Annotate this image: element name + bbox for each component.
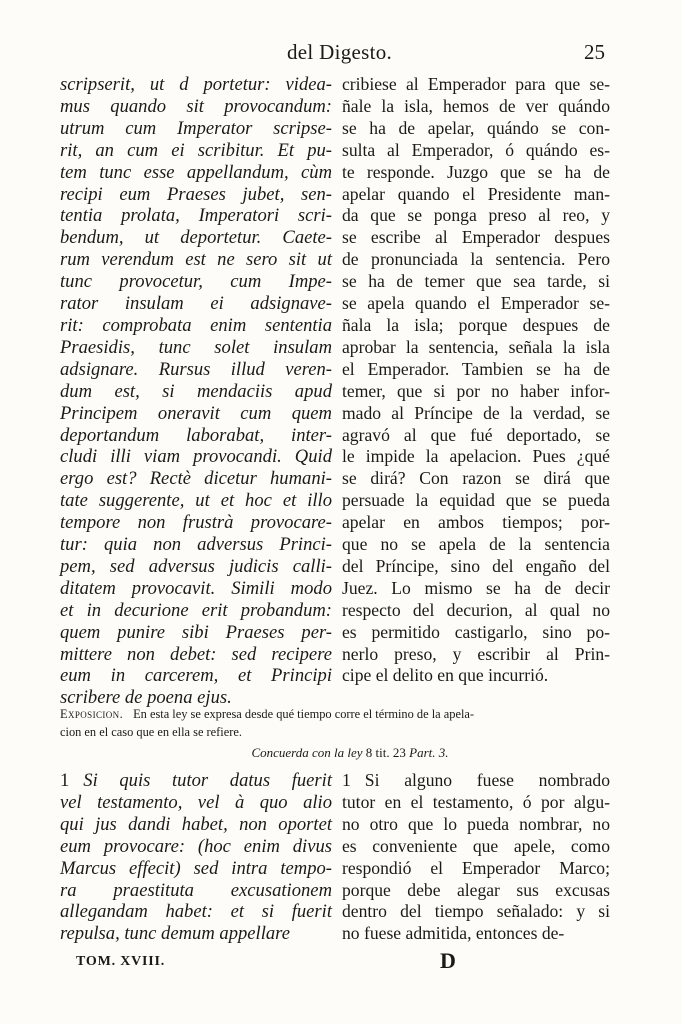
latin-column-bottom bbox=[60, 770, 332, 945]
text-line: vel testamento, vel à quo alio bbox=[60, 791, 332, 813]
text-line: Marcus effecit) sed intra tempo- bbox=[60, 857, 332, 879]
text-line: respondió el Emperador Marco; bbox=[342, 857, 610, 878]
text-line: se apela quando el Emperador se- bbox=[342, 293, 610, 314]
text-line: persuade la equidad que se pueda bbox=[342, 490, 610, 511]
exposicion-note bbox=[60, 705, 608, 741]
text-line: ergo est? Rectè dicetur humani- bbox=[60, 468, 332, 490]
text-line: allegandam habet: et si fuerit bbox=[60, 901, 332, 923]
text-line: temer, que si por no haber infor- bbox=[342, 380, 610, 401]
text-line: apelar quando el Presidente man- bbox=[342, 183, 610, 204]
concordance-ref: 8 tit. 23 bbox=[365, 745, 406, 760]
text-line: adsignare. Rursus illud veren- bbox=[60, 358, 332, 380]
text-line: cludi illi viam provocandi. Quid bbox=[60, 446, 332, 468]
text-line: tur: quia non adversus Princi- bbox=[60, 534, 332, 556]
text-line: porque debe alegar sus excusas bbox=[342, 879, 610, 900]
running-title: del Digesto. bbox=[287, 40, 393, 64]
spanish-column-top bbox=[342, 74, 610, 687]
text-line: de pronunciada la sentencia. Pero bbox=[342, 249, 610, 270]
text-line: utrum cum Imperator scripse- bbox=[60, 117, 332, 139]
text-line: te responde. Juzgo que se ha de bbox=[342, 161, 610, 182]
text-line: da que se ponga preso al reo, y bbox=[342, 205, 610, 226]
paragraph-number: 1 bbox=[342, 770, 351, 790]
text-line: no fuese admitida, entonces de- bbox=[342, 923, 565, 944]
text-line: deportandum laborabat, inter- bbox=[60, 424, 332, 446]
page-footer bbox=[0, 950, 682, 980]
text-line: se ha de apelar, quándo se con- bbox=[342, 117, 610, 138]
text-line: cipe el delito en que incurrió. bbox=[342, 665, 549, 686]
text-line: es conveniente que apele, como bbox=[342, 835, 610, 856]
text-line: tunc provocetur, cum Impe- bbox=[60, 271, 332, 293]
text-line: repulsa, tunc demum appellare bbox=[60, 923, 290, 945]
text-line: aprobar la sentencia, señala la isla bbox=[342, 336, 610, 357]
text-line: dentro del tiempo señalado: y si bbox=[342, 901, 610, 922]
text-line: scribere de poena ejus. bbox=[60, 687, 232, 709]
text-line: rit, an cum ei scribitur. Et pu- bbox=[60, 139, 332, 161]
text-line: tem tunc esse appellandum, cùm bbox=[60, 161, 332, 183]
text-line: Principem oneravit cum quem bbox=[60, 402, 332, 424]
text-line: pem, sed adversus judicis calli- bbox=[60, 555, 332, 577]
text-line: recipi eum Praeses jubet, sen- bbox=[60, 183, 332, 205]
text-line: le impide la apelacion. Pues ¿qué bbox=[342, 446, 610, 467]
text-line: rator insulam ei adsignave- bbox=[60, 293, 332, 315]
text-line: se escribe al Emperador despues bbox=[342, 227, 610, 248]
text-line: 1 Si alguno fuese nombrado bbox=[342, 770, 610, 790]
text-line: tempore non frustrà provocare- bbox=[60, 512, 332, 534]
text-line: es permitido castigarlo, sino po- bbox=[342, 621, 610, 642]
text-line: qui jus dandi habet, non oportet bbox=[60, 813, 332, 835]
text-line: eum in carcerem, et Principi bbox=[60, 665, 332, 687]
text-line: agravó al que fué deportado, se bbox=[342, 424, 610, 445]
paragraph-number: 1 bbox=[60, 770, 70, 791]
volume-mark: TOM. XVIII. bbox=[76, 954, 166, 969]
text-line: tentia prolata, Imperatori scri- bbox=[60, 205, 332, 227]
text-line: quem punire sibi Praeses per- bbox=[60, 621, 332, 643]
signature-mark: D bbox=[440, 948, 456, 973]
text-line: rum verendum est ne sero sit ut bbox=[60, 249, 332, 271]
exposicion-lead: Exposicion. bbox=[60, 707, 124, 721]
text-line: se ha de temer que sea tarde, si bbox=[342, 271, 610, 292]
text-line: tutor en el testamento, ó por algu- bbox=[342, 791, 610, 812]
text-line: no otro que lo pueda nombrar, no bbox=[342, 813, 610, 834]
concordance-lead: Concuerda con la ley bbox=[251, 745, 363, 760]
text-line: scripserit, ut d portetur: videa- bbox=[60, 74, 332, 95]
page-header bbox=[0, 40, 682, 70]
text-line: apelar en ambos tiempos; por- bbox=[342, 512, 610, 533]
text-line: eum provocare: (hoc enim divus bbox=[60, 835, 332, 857]
text-line: ditatem provocavit. Simili modo bbox=[60, 577, 332, 599]
text-line: tate suggerente, ut et hoc et illo bbox=[60, 490, 332, 512]
text-line: cribiese al Emperador para que se- bbox=[342, 74, 610, 94]
text-line: bendum, ut deportetur. Caete- bbox=[60, 227, 332, 249]
text-line: del Príncipe, sino del engaño del bbox=[342, 555, 610, 576]
concordance-note bbox=[200, 745, 500, 761]
text-line: mus quando sit provocandum: bbox=[60, 95, 332, 117]
text-line: et in decurione erit probandum: bbox=[60, 599, 332, 621]
spanish-column-bottom bbox=[342, 770, 610, 945]
text-line: 1 Si quis tutor datus fuerit bbox=[60, 770, 332, 791]
latin-column-top bbox=[60, 74, 332, 709]
page-number: 25 bbox=[584, 40, 605, 64]
text-line: que no se apela de la sentencia bbox=[342, 534, 610, 555]
concordance-part: Part. 3. bbox=[409, 745, 449, 760]
exposicion-line-2: cion en el caso que en ella se refiere. bbox=[60, 725, 242, 739]
text-line: mado al Príncipe de la verdad, se bbox=[342, 402, 610, 423]
text-line: sulta al Emperador, ó quándo es- bbox=[342, 139, 610, 160]
text-line: mittere non debet: sed recipere bbox=[60, 643, 332, 665]
text-line: dum est, si mendaciis apud bbox=[60, 380, 332, 402]
text-line: Praesidis, tunc solet insulam bbox=[60, 336, 332, 358]
text-line: ñale la isla, hemos de ver quándo bbox=[342, 95, 610, 116]
text-line: el Emperador. Tambien se ha de bbox=[342, 358, 610, 379]
text-line: ra praestituta excusationem bbox=[60, 879, 332, 901]
text-line: Juez. Lo mismo se ha de decir bbox=[342, 577, 610, 598]
text-line: nerlo preso, y escribir al Prin- bbox=[342, 643, 610, 664]
text-line: respecto del decurion, al qual no bbox=[342, 599, 610, 620]
text-line: ñala la isla; porque despues de bbox=[342, 314, 610, 335]
text-line: se dirá? Con razon se dirá que bbox=[342, 468, 610, 489]
exposicion-line-1: En esta ley se expresa desde qué tiempo corre el término de la apela- bbox=[133, 707, 475, 721]
text-line: rit: comprobata enim sententia bbox=[60, 314, 332, 336]
